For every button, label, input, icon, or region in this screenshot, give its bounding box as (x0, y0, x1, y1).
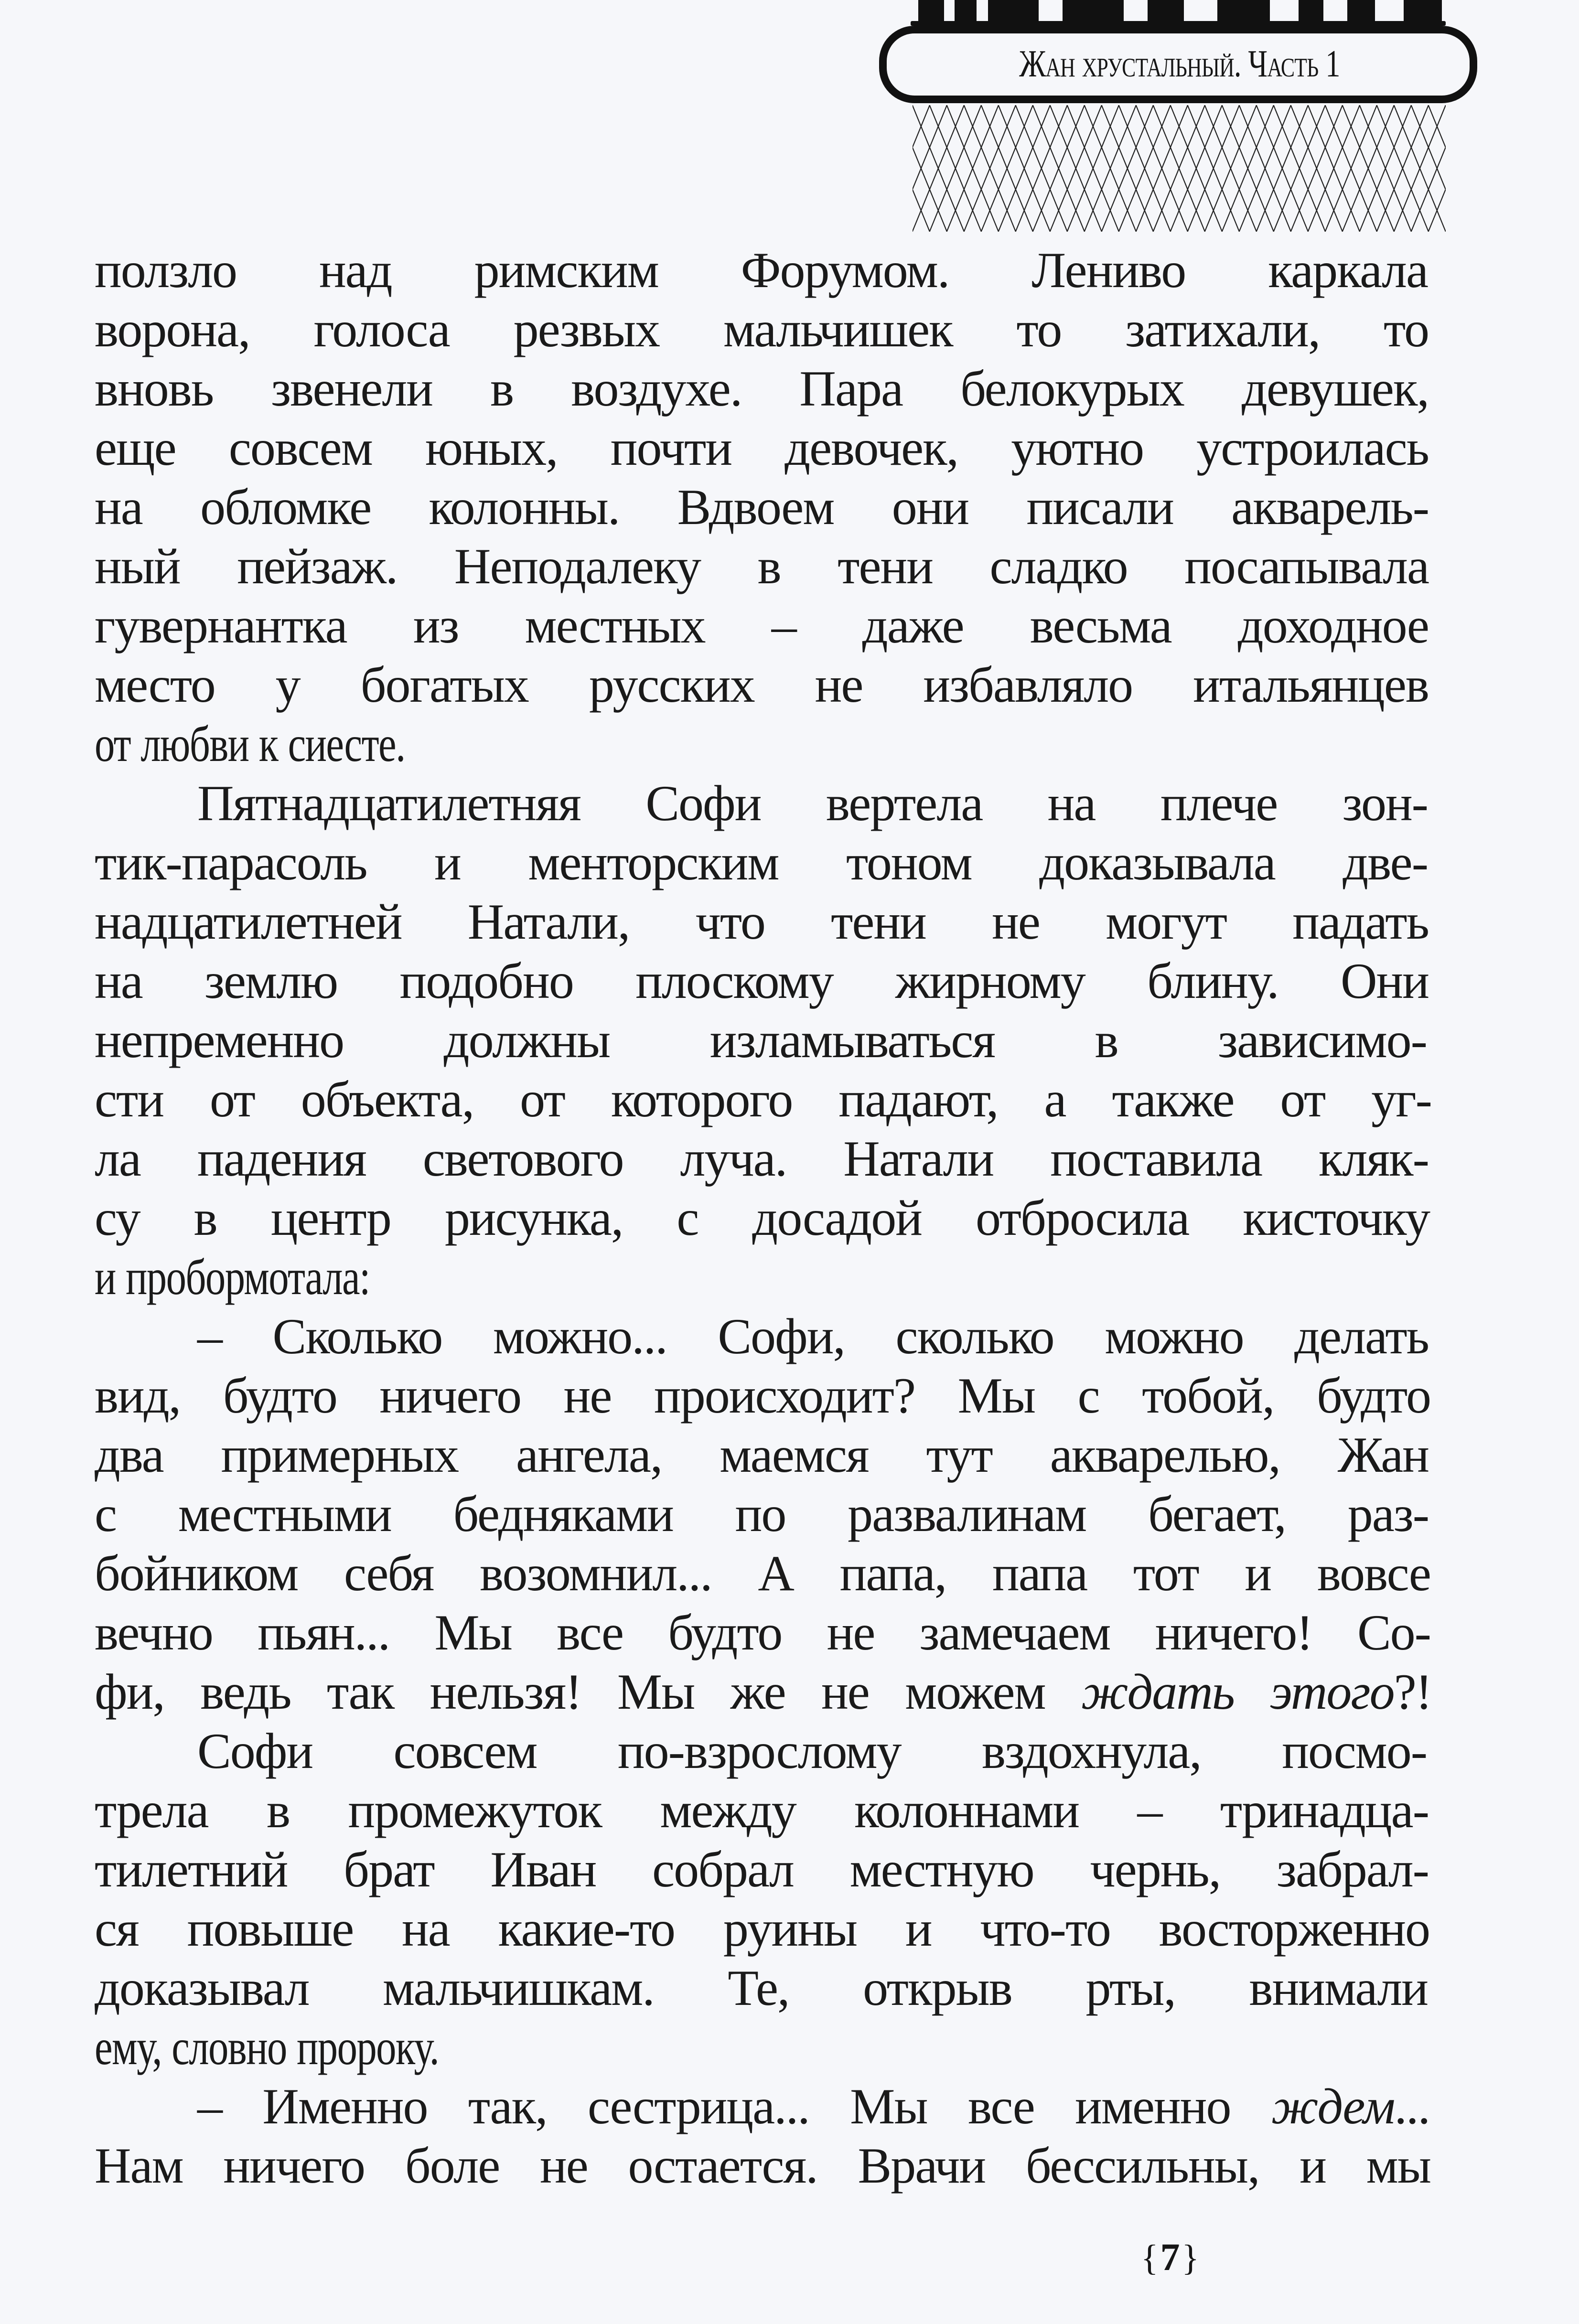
line-content: два примерных ангела, маемся тут акварелью, Жан (95, 1427, 1429, 1483)
line-content: ся повыше на какие-то руины и что-то восторженно (95, 1901, 1429, 1957)
line-content: вид, будто ничего не происходит? Мы с тобой, будто (95, 1368, 1430, 1424)
line-content: гувернантка из местных – даже весьма доходное (95, 598, 1429, 653)
page-number (1141, 2236, 1199, 2280)
text-line (95, 537, 1429, 596)
text-line (95, 1781, 1429, 1840)
text-line (95, 655, 1429, 715)
text-line (95, 241, 1428, 300)
colonnade-icon (911, 0, 1446, 26)
text-line (95, 1366, 1430, 1425)
line-content: место у богатых русских не избавляло итальянцев (95, 657, 1429, 713)
page-number-value: 7 (1160, 2235, 1180, 2279)
page-body-text (95, 241, 1432, 2195)
line-content: еще совсем юных, почти девочек, уютно устроилась (95, 420, 1429, 476)
line-content: с местными бедняками по развалинам бегает, раз- (95, 1486, 1429, 1542)
text-line (95, 1722, 1427, 1781)
line-content: ворона, голоса резвых мальчишек то затихали, то (95, 301, 1429, 357)
line-content: ему, словно пророку. (95, 2019, 439, 2075)
running-title: Жан хрустальный. Часть 1 (1019, 43, 1340, 85)
text-line (95, 1840, 1429, 1899)
text-line (95, 2136, 1430, 2195)
line-content: ный пейзаж. Неподалеку в тени сладко посапывала (95, 538, 1429, 594)
text-line (95, 596, 1429, 655)
line-content: на обломке колонны. Вдвоем они писали акварель- (95, 479, 1429, 535)
text-line (95, 1485, 1429, 1544)
line-content: трела в промежуток между колоннами – тринадца- (95, 1782, 1429, 1838)
italic-emphasis: ждать этого (1081, 1664, 1394, 1720)
line-content: тик-парасоль и менторским тоном доказывала две- (95, 835, 1428, 890)
line-content: – Сколько можно... Софи, сколько можно делать (197, 1308, 1429, 1364)
text-run: ?! (1394, 1664, 1432, 1720)
text-line (95, 1899, 1429, 1959)
line-content: ползло над римским Форумом. Лениво каркала (95, 242, 1428, 298)
text-line (95, 774, 1428, 833)
line-content: надцатилетней Натали, что тени не могут падать (95, 894, 1429, 950)
text-line (95, 1544, 1430, 1603)
line-content: доказывал мальчишкам. Те, открыв рты, внимали (95, 1960, 1428, 2016)
text-run: – Именно так, сестрица... Мы все именно (197, 2078, 1271, 2134)
diamond-lattice-icon (878, 105, 1481, 232)
text-line (95, 2018, 1423, 2077)
text-line (95, 1011, 1427, 1070)
line-content: от любви к сиесте. (95, 716, 405, 772)
text-line (95, 478, 1429, 537)
italic-emphasis: ждем (1271, 2078, 1395, 2134)
line-content: непременно должны изламываться в зависимо- (95, 1012, 1427, 1068)
text-line (95, 1603, 1430, 1662)
text-run: ... (1394, 2078, 1429, 2134)
line-content: бойником себя возомнил... А папа, папа тот и вовсе (95, 1545, 1430, 1601)
brace-open: { (1141, 2238, 1159, 2278)
text-run: фи, ведь так нельзя! Мы же не можем (95, 1664, 1082, 1720)
line-content: ла падения светового луча. Натали поставила кляк- (95, 1131, 1429, 1187)
line-content (95, 1662, 1431, 1722)
line-content: вечно пьян... Мы все будто не замечаем ничего! Со- (95, 1605, 1430, 1660)
text-line (95, 952, 1429, 1011)
line-content: Пятнадцатилетняя Софи вертела на плече зон- (197, 775, 1428, 831)
line-content: тилетний брат Иван собрал местную чернь, забрал- (95, 1842, 1429, 1897)
text-line (95, 359, 1429, 418)
line-content (197, 2077, 1429, 2136)
running-header (878, 0, 1481, 234)
text-line (95, 1662, 1432, 1722)
text-line (95, 833, 1428, 892)
line-content: сти от объекта, от которого падают, а также от уг- (95, 1071, 1431, 1127)
text-line (95, 1129, 1429, 1189)
line-content: и пробормотала: (95, 1249, 370, 1305)
text-line (95, 715, 1423, 774)
text-line (95, 1189, 1430, 1248)
text-line (95, 1959, 1428, 2018)
brace-close: } (1182, 2238, 1199, 2278)
line-content: Софи совсем по-взрослому вздохнула, посмо- (197, 1723, 1427, 1779)
text-line (95, 1307, 1429, 1366)
line-content: на землю подобно плоскому жирному блину. Они (95, 953, 1429, 1009)
text-line (95, 300, 1429, 359)
text-line (95, 2077, 1429, 2136)
text-line (95, 1425, 1429, 1485)
text-line (95, 1070, 1431, 1129)
line-content: Нам ничего боле не остается. Врачи бессильны, и мы (95, 2138, 1430, 2194)
line-content: су в центр рисунка, с досадой отбросила кисточку (95, 1190, 1430, 1246)
text-line (95, 892, 1429, 952)
line-content: вновь звенели в воздухе. Пара белокурых девушек, (95, 361, 1429, 417)
text-line (95, 418, 1429, 478)
text-line (95, 1248, 1423, 1307)
